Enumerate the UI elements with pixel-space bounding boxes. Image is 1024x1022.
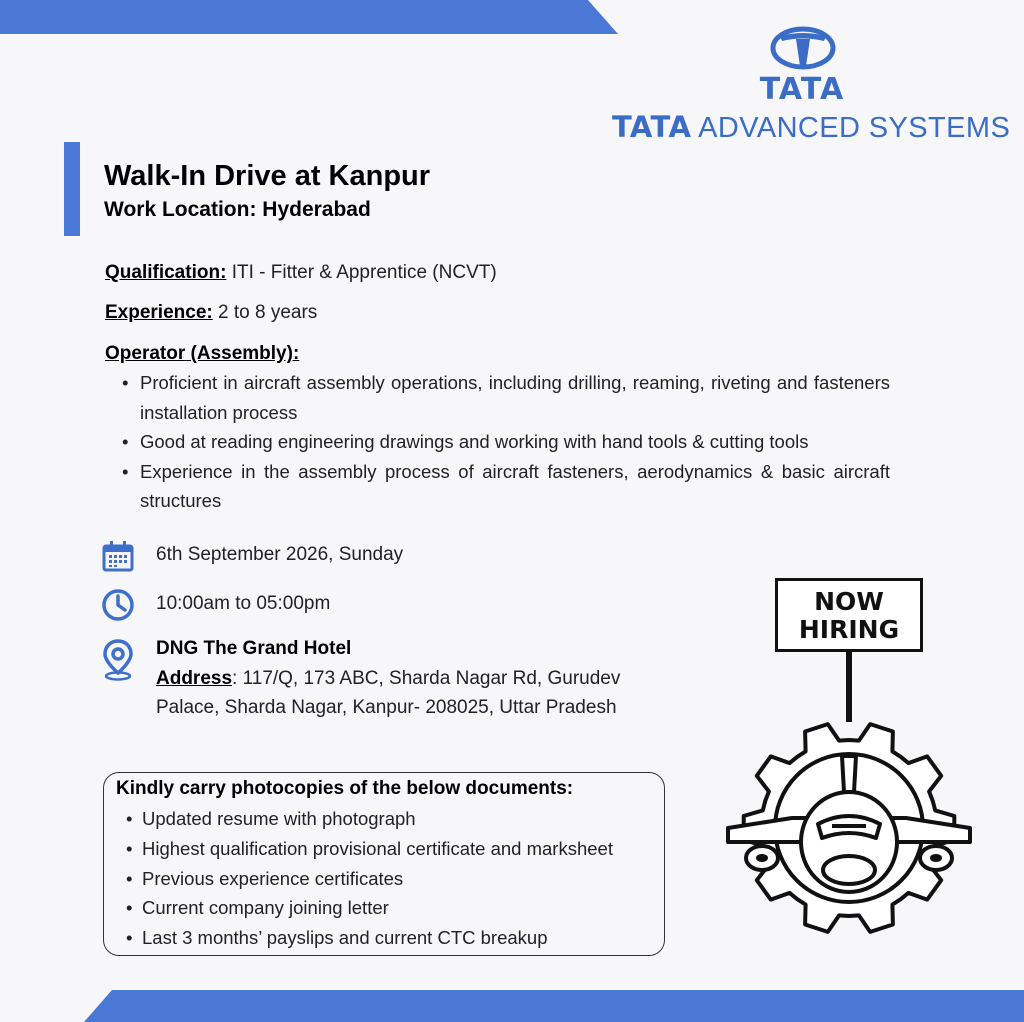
sign-line-1: NOW	[814, 587, 884, 616]
role-responsibilities-list	[120, 368, 890, 516]
documents-list	[126, 804, 613, 953]
now-hiring-sign	[775, 578, 923, 652]
list-item: • Last 3 months’ payslips and current CTC breakup	[126, 923, 613, 953]
experience-label: Experience:	[105, 302, 213, 323]
list-item: • Proficient in aircraft assembly operations, including drilling, reaming, riveting and fasteners installation process	[120, 368, 890, 427]
qualification-value: ITI - Fitter & Apprentice (NCVT)	[231, 262, 497, 283]
bottom-accent-band	[0, 990, 1024, 1022]
experience-value: 2 to 8 years	[218, 302, 318, 323]
tata-logo-word: TATA	[759, 72, 845, 107]
experience-row	[105, 302, 317, 324]
list-item: • Updated resume with photograph	[126, 804, 613, 834]
company-name-bold: TATA	[612, 110, 692, 144]
qualification-row	[105, 262, 497, 284]
documents-title: Kindly carry photocopies of the below documents:	[116, 778, 574, 799]
venue-address-line1	[156, 668, 620, 690]
role-label: Operator (Assembly):	[105, 343, 300, 364]
address-text: : 117/Q, 173 ABC, Sharda Nagar Rd, Gurudev	[232, 668, 621, 689]
sign-line-2: HIRING	[798, 615, 900, 644]
list-item: • Good at reading engineering drawings and working with hand tools & cutting tools	[120, 427, 890, 457]
work-location: Work Location: Hyderabad	[104, 198, 371, 221]
company-name	[612, 110, 1011, 145]
event-date: 6th September 2026, Sunday	[156, 544, 404, 565]
gear-airplane-icon	[722, 652, 978, 942]
tata-emblem-icon	[770, 26, 836, 70]
venue-name: DNG The Grand Hotel	[156, 638, 352, 659]
event-time: 10:00am to 05:00pm	[156, 593, 331, 614]
list-item: • Previous experience certificates	[126, 864, 613, 894]
top-accent-band	[0, 0, 1024, 36]
venue-address-line2: Palace, Sharda Nagar, Kanpur- 208025, Uttar Pradesh	[156, 697, 617, 718]
list-item: • Current company joining letter	[126, 893, 613, 923]
qualification-label: Qualification:	[105, 262, 227, 283]
location-pin-icon	[100, 638, 136, 682]
role-row	[105, 343, 299, 365]
company-name-rest: ADVANCED SYSTEMS	[698, 112, 1011, 144]
list-item: • Highest qualification provisional certificate and marksheet	[126, 834, 613, 864]
address-label: Address	[156, 668, 233, 689]
title-accent-bar	[64, 142, 80, 236]
page-title: Walk-In Drive at Kanpur	[104, 160, 431, 192]
clock-icon	[100, 587, 136, 623]
calendar-icon	[100, 538, 136, 574]
list-item: • Experience in the assembly process of aircraft fasteners, aerodynamics & basic aircraft structures	[120, 457, 890, 516]
